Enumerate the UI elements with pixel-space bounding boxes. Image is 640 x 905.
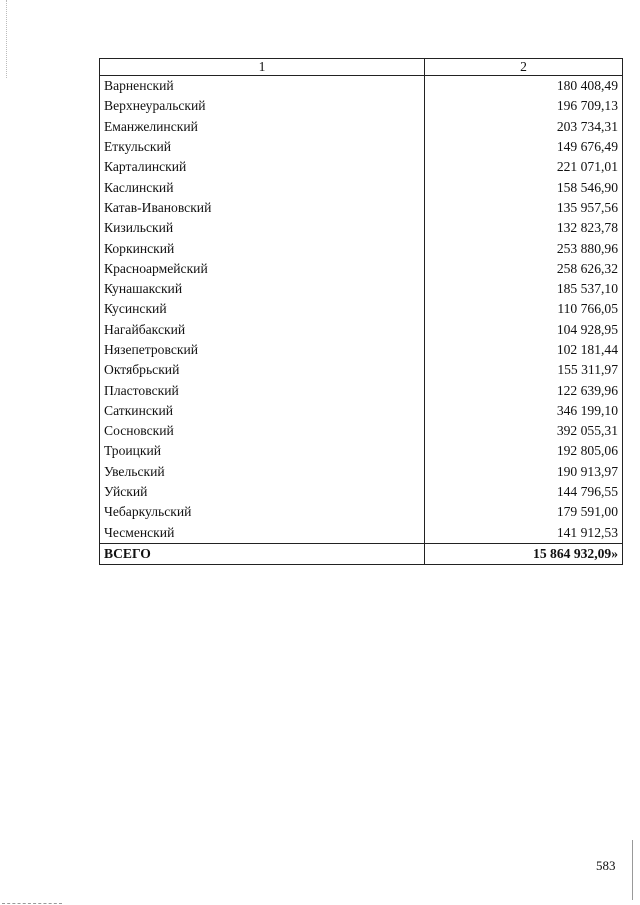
district-value: 196 709,13: [425, 96, 623, 116]
district-name: Каслинский: [100, 177, 425, 197]
table-row: [100, 401, 623, 421]
district-name: Варненский: [100, 76, 425, 97]
scan-foot-mark: [2, 903, 62, 904]
table-row: [100, 238, 623, 258]
scan-edge-left: [6, 0, 7, 78]
district-name: Кизильский: [100, 218, 425, 238]
table-row: [100, 117, 623, 137]
table-row: [100, 502, 623, 522]
district-value: 158 546,90: [425, 177, 623, 197]
district-value: 132 823,78: [425, 218, 623, 238]
scan-edge-right: [632, 840, 633, 900]
district-name: Сосновский: [100, 421, 425, 441]
district-value: 179 591,00: [425, 502, 623, 522]
district-value: 392 055,31: [425, 421, 623, 441]
total-label: ВСЕГО: [100, 543, 425, 564]
district-value: 185 537,10: [425, 279, 623, 299]
district-value: 258 626,32: [425, 259, 623, 279]
district-name: Нязепетровский: [100, 340, 425, 360]
district-name: Коркинский: [100, 238, 425, 258]
district-value: 346 199,10: [425, 401, 623, 421]
table-row: [100, 177, 623, 197]
district-name: Еткульский: [100, 137, 425, 157]
column-header-2: 2: [425, 59, 623, 76]
district-value: 155 311,97: [425, 360, 623, 380]
district-value: 180 408,49: [425, 76, 623, 97]
district-name: Еманжелинский: [100, 117, 425, 137]
district-name: Кусинский: [100, 299, 425, 319]
table-row: [100, 380, 623, 400]
table-row: [100, 198, 623, 218]
district-name: Нагайбакский: [100, 320, 425, 340]
district-value: 122 639,96: [425, 380, 623, 400]
district-name: Чесменский: [100, 523, 425, 544]
district-value: 190 913,97: [425, 462, 623, 482]
table-row: [100, 482, 623, 502]
district-name: Троицкий: [100, 441, 425, 461]
district-value: 149 676,49: [425, 137, 623, 157]
table-row: [100, 523, 623, 544]
table-row: [100, 320, 623, 340]
district-value: 203 734,31: [425, 117, 623, 137]
page-number: 583: [596, 858, 616, 873]
table-row: [100, 137, 623, 157]
table-row: [100, 340, 623, 360]
table-row: [100, 462, 623, 482]
district-name: Красноармейский: [100, 259, 425, 279]
table-row: [100, 157, 623, 177]
district-value: 144 796,55: [425, 482, 623, 502]
table-row: [100, 279, 623, 299]
total-row: [100, 543, 623, 564]
district-name: Увельский: [100, 462, 425, 482]
district-name: Кунашакский: [100, 279, 425, 299]
district-value: 253 880,96: [425, 238, 623, 258]
table-row: [100, 96, 623, 116]
table-row: [100, 360, 623, 380]
district-name: Саткинский: [100, 401, 425, 421]
district-value: 221 071,01: [425, 157, 623, 177]
district-value: 192 805,06: [425, 441, 623, 461]
district-name: Карталинский: [100, 157, 425, 177]
district-name: Уйский: [100, 482, 425, 502]
table-row: [100, 421, 623, 441]
table-row: [100, 76, 623, 97]
district-value: 110 766,05: [425, 299, 623, 319]
table-row: [100, 259, 623, 279]
column-header-1: 1: [100, 59, 425, 76]
district-value: 135 957,56: [425, 198, 623, 218]
district-value: 102 181,44: [425, 340, 623, 360]
district-value: 104 928,95: [425, 320, 623, 340]
table-row: [100, 218, 623, 238]
table-row: [100, 441, 623, 461]
total-value: 15 864 932,09»: [425, 543, 623, 564]
table-row: [100, 299, 623, 319]
district-name: Катав-Ивановский: [100, 198, 425, 218]
district-name: Верхнеуральский: [100, 96, 425, 116]
data-table: [99, 58, 623, 565]
table-header-row: [100, 59, 623, 76]
district-name: Октябрьский: [100, 360, 425, 380]
district-name: Пластовский: [100, 380, 425, 400]
district-value: 141 912,53: [425, 523, 623, 544]
district-name: Чебаркульский: [100, 502, 425, 522]
